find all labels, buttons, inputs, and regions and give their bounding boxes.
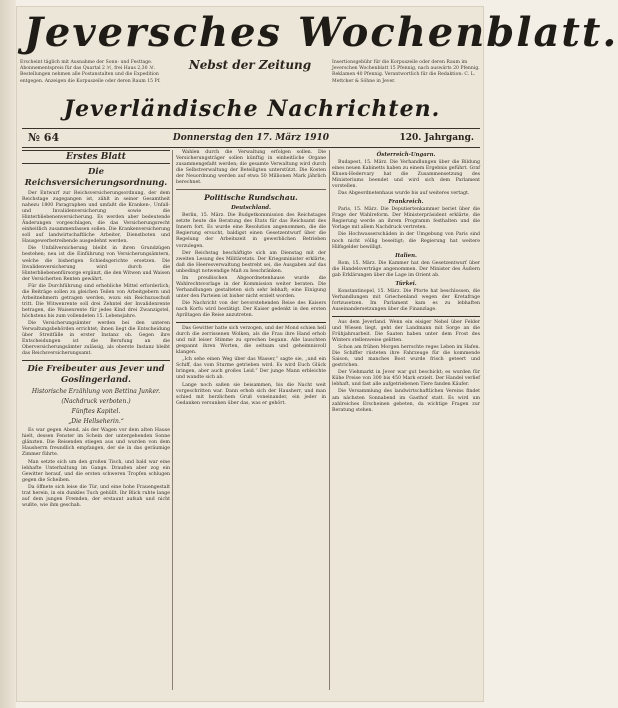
feuilleton-paragraph: Man setzte sich um den großen Tisch, und bald war eine lebhafte Unterhaltung im Gange. Draußen aber zog ein Gewitter herauf, und die ersten schweren Tropfen schlugen gegen die Scheiben. bbox=[22, 459, 170, 483]
masthead-subtitle: Jeverländische Nachrichten. bbox=[63, 96, 441, 122]
section-divider bbox=[332, 316, 480, 317]
section-divider bbox=[176, 322, 326, 323]
news-paragraph: Konstantinopel, 15. März. Die Pforte hat beschlossen, die Verhandlungen mit Griechenland wegen der Kretafrage fortzusetzen. Im Parlament kam es zu lebhaften Auseinandersetzungen über die Finanzlage. bbox=[332, 288, 480, 312]
local-paragraph: Aus dem Jeverland. Wenn ein eisiger Nebel über Felder und Wiesen liegt, geht der Landmann mit Sorge an die Frühjahrsarbeit. Die Saaten haben unter dem Frost des Winters stellenweise gelitten. bbox=[332, 319, 480, 344]
feuilleton-title: Die Freibeuter aus Jever und Goslingerland. bbox=[27, 364, 165, 386]
page-fold-shadow bbox=[0, 0, 16, 708]
feuilleton-paragraph: Es war gegen Abend, als der Wagen vor dem alten Hause hielt, dessen Fenster im Schein der untergehenden Sonne glänzten. Die Reisenden stiegen aus und wurden von dem Hausherrn freundlich empfangen, der sie in das geräumige Zimmer führte. bbox=[22, 428, 170, 458]
volume-year: 120. Jahrgang. bbox=[399, 133, 474, 143]
masthead-right-info: Insertionsgebühr für die Korpuszeile oder deren Raum im Jeverschen Wochenblatt 15 Pfennig, nach auswärts 20 Pfennig. Reklamen 40 Pfennig. Verantwortlich für die Redaktion: C. L. Mettcker & Söhne in Jever. bbox=[332, 60, 480, 84]
masthead-left-info: Erscheint täglich mit Ausnahme der Sonn- und Festtage. Abonnementspreis für das Quartal 2 ℳ, frei Haus 2,30 ℳ. Bestellungen nehmen alle Postanstalten und die Expedition entgegen. Anzeigen die Korpuszeile oder deren Raum 15 Pf. bbox=[20, 60, 161, 84]
news-paragraph: Paris, 15. März. Die Deputiertenkammer beriet über die Frage der Wahlreform. Der Ministerpräsident erklärte, die Regierung werde an ihrem Programm festhalten und die Vorlage mit allem Nachdruck vertreten. bbox=[332, 207, 480, 231]
chapter-number: Fünftes Kapitel. bbox=[71, 408, 121, 416]
column-2 bbox=[176, 150, 326, 690]
feuilleton-paragraph: Das Gewitter hatte sich verzogen, und der Mond schien hell durch die zerrissenen Wolken, als die Frau ihre Hand erhob und mit leiser Stimme zu sprechen begann. Alle lauschten gespannt ihren Worten, die seltsam und geheimnisvoll klangen. bbox=[176, 326, 326, 356]
section-divider bbox=[22, 360, 170, 361]
dateline-bar bbox=[22, 128, 480, 148]
country-heading: Deutschland. bbox=[231, 205, 271, 212]
column-3 bbox=[332, 150, 480, 690]
column-1 bbox=[22, 150, 170, 690]
section-title: Politische Rundschau. bbox=[204, 193, 298, 203]
local-paragraph: Der Viehmarkt in Jever war gut beschickt; es wurden für Kühe Preise von 300 bis 450 Mark erzielt. Der Handel verlief lebhaft, und fast alle aufgetriebenen Tiere fanden Käufer. bbox=[332, 370, 480, 388]
news-paragraph: Die Nachricht von der bevorstehenden Reise des Kaisers nach Korfu wird bestätigt. Der Kaiser gedenkt in den ersten Apriltagen die Reise anzutreten. bbox=[176, 300, 326, 319]
issue-number: № 64 bbox=[28, 131, 60, 144]
article-paragraph: Wahlen durch die Verwaltung erfolgen sollen. Die Versicherungsträger sollen künftig in einheitliche Organe zusammengefaßt werden; die gesamte Verwaltung wird durch die Selbstverwaltung der Beteiligten unterstützt. Die Kosten der Neuordnung werden auf etwa 50 Millionen Mark jährlich berechnet. bbox=[176, 150, 326, 186]
chapter-title: „Die Hellseherin.“ bbox=[68, 418, 124, 426]
article-paragraph: Der Entwurf zur Reichsversicherungsordnung, der dem Reichstage zugegangen ist, zählt in seiner Gesamtheit nahezu 1800 Paragraphen und umfaßt die Kranken-, Unfall- und Invalidenversicherung sowie die Hinterbliebenenversicherung. Es werden aber bedeutende Änderungen vorgeschlagen, die das Versicherungsrecht einheitlich zusammenfassen sollen. Die Krankenversicherung soll auf landwirtschaftliche Arbeiter, Dienstboten und Hausgewerbetreibende ausgedehnt werden. bbox=[22, 191, 170, 245]
country-heading: Türkei. bbox=[395, 280, 417, 287]
article-paragraph: Für die Durchführung sind erhebliche Mittel erforderlich; die Beiträge sollen zu gleichen Teilen von Arbeitgebern und Arbeitnehmern getragen werden, wozu ein Reichszuschuß tritt. Die Witwenrente soll drei Zehntel der Invalidenrente betragen, die Waisenrente für jedes Kind drei Zwanzigstel, höchstens bis zum vollendeten 15. Lebensjahre. bbox=[22, 283, 170, 319]
country-heading: Österreich-Ungarn. bbox=[376, 152, 436, 158]
reprint-note: (Nachdruck verboten.) bbox=[61, 398, 131, 406]
news-paragraph: Berlin, 15. März. Die Budgetkommission des Reichstages setzte heute die Beratung des Etats für das Reichsamt des Innern fort. Es wurde eine Resolution angenommen, die die Regierung ersucht, baldigst einen Gesetzentwurf über die Regelung der Arbeitszeit in gewerblichen Betrieben vorzulegen. bbox=[176, 213, 326, 249]
news-paragraph: Die Hochwasserschäden in der Umgebung von Paris sind noch nicht völlig beseitigt; die Regierung hat weitere Hilfsgelder bewilligt. bbox=[332, 232, 480, 250]
feuilleton-paragraph: Lange noch saßen sie beisammen, bis die Nacht weit vorgeschritten war. Dann erhob sich der Hausherr, und man schied mit herzlichem Gruß voneinander, ein jeder in Gedanken versunken über das, was er gehört. bbox=[176, 382, 326, 406]
article-paragraph: Die Versicherungsämter werden bei den unteren Verwaltungsbehörden errichtet; ihnen liegt die Entscheidung über Streitfälle in erster Instanz ob. Gegen ihre Entscheidungen ist die Berufung an die Oberversicherungsämter zulässig, als oberste Instanz bleibt das Reichsversicherungsamt. bbox=[22, 320, 170, 357]
section-label: Erstes Blatt bbox=[22, 150, 170, 164]
country-heading: Italien. bbox=[395, 252, 417, 259]
column-rule bbox=[329, 150, 330, 690]
news-paragraph: Das Abgeordnetenhaus wurde bis auf weiteres vertagt. bbox=[338, 191, 470, 197]
local-paragraph: Die Versammlung des landwirtschaftlichen Vereins findet am nächsten Sonnabend im Gasthof statt. Es wird um zahlreiches Erscheinen gebeten, da wichtige Fragen zur Beratung stehen. bbox=[332, 389, 480, 413]
feuilleton-paragraph: Da öffnete sich leise die Tür, und eine hohe Frauengestalt trat herein, in ein dunkles Tuch gehüllt. Ihr Blick ruhte lange auf dem jungen Fremden, der erstaunt aufsah und nicht wußte, wie ihm geschah. bbox=[22, 484, 170, 508]
news-paragraph: Im preußischen Abgeordnetenhause wurde die Wahlrechtsvorlage in der Kommission weiter beraten. Die Verhandlungen gestalteten sich sehr lebhaft; eine Einigung unter den Parteien ist bisher nicht erzielt worden. bbox=[176, 275, 326, 299]
feuilleton-subtitle: Historische Erzählung von Bettina Junker. bbox=[31, 388, 161, 396]
masthead-title: Jeversches Wochenblatt. bbox=[24, 9, 618, 56]
news-paragraph: Rom, 15. März. Die Kammer hat den Gesetzentwurf über die Handelsverträge angenommen. Der Minister des Äußern gab Erklärungen über die Lage im Orient ab. bbox=[332, 260, 480, 278]
article-paragraph: Die Unfallversicherung bleibt in ihren Grundzügen bestehen; neu ist die Einführung von Versicherungsämtern, welche die bisherigen Schiedsgerichte ersetzen. Die Invalidenversicherung wird durch die Hinterbliebenenfürsorge ergänzt, die den Witwen und Waisen der Versicherten Renten gewährt. bbox=[22, 246, 170, 282]
article-title: Die Reichsversicherungsordnung. bbox=[24, 167, 168, 188]
column-rule bbox=[172, 150, 173, 690]
section-divider bbox=[176, 189, 326, 190]
masthead-mid-line: Nebst der Zeitung bbox=[188, 58, 312, 72]
issue-date: Donnerstag den 17. März 1910 bbox=[172, 133, 330, 143]
news-paragraph: Der Reichstag beschäftigte sich am Dienstag mit der zweiten Lesung des Militäretats. Der Kriegsminister erklärte, daß die Heeresverwaltung bestrebt sei, die Ausgaben auf das unbedingt notwendige Maß zu beschränken. bbox=[176, 250, 326, 274]
country-heading: Frankreich. bbox=[388, 199, 424, 206]
feuilleton-paragraph: „Ich sehe einen Weg über das Wasser,“ sagte sie, „und ein Schiff, das vom Sturme getrieben wird. Es wird Euch Glück bringen, aber auch großes Leid.“ Der junge Mann erbleichte und wandte sich ab. bbox=[176, 357, 326, 381]
local-paragraph: Schon am frühen Morgen herrschte reges Leben im Hafen. Die Schiffer rüsteten ihre Fahrzeuge für die kommende Saison, und manches Boot wurde frisch geteert und gestrichen. bbox=[332, 345, 480, 369]
news-paragraph: Budapest, 15. März. Die Verhandlungen über die Bildung eines neuen Kabinetts haben zu einem Ergebnis geführt. Graf Khuen-Hedervary hat die Zusammensetzung des Ministeriums beendet und wird sich dem Parlament vorstellen. bbox=[332, 160, 480, 190]
